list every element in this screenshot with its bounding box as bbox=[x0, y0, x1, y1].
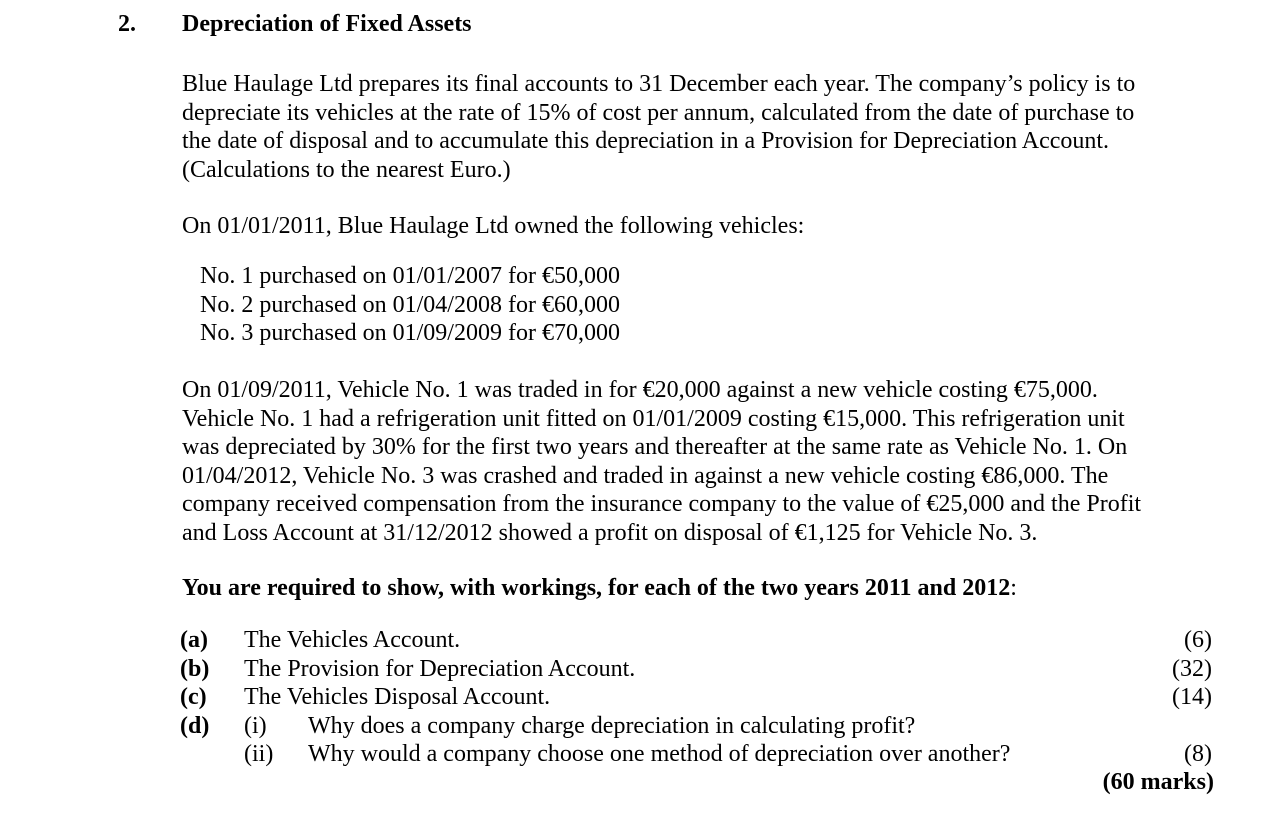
question-title: Depreciation of Fixed Assets bbox=[182, 11, 472, 37]
vehicle-item: No. 2 purchased on 01/04/2008 for €60,000 bbox=[200, 291, 620, 318]
part-c bbox=[180, 683, 1216, 712]
total-marks: (60 marks) bbox=[1102, 769, 1214, 795]
part-c-label: (c) bbox=[180, 684, 207, 710]
part-a bbox=[180, 626, 1216, 655]
vehicle-list bbox=[200, 262, 620, 348]
events-line: On 01/09/2011, Vehicle No. 1 was traded in for €20,000 against a new vehicle costing €75,000. bbox=[182, 377, 1098, 403]
events-line: company received compensation from the insurance company to the value of €25,000 and the Profit bbox=[182, 491, 1142, 517]
part-c-text: The Vehicles Disposal Account. bbox=[244, 684, 551, 710]
vehicle-item: No. 3 purchased on 01/09/2009 for €70,000 bbox=[200, 320, 620, 346]
question-number: 2. bbox=[118, 11, 136, 37]
events-line: Vehicle No. 1 had a refrigeration unit fitted on 01/01/2009 costing €15,000. This refrigeration unit bbox=[182, 405, 1125, 432]
requirement-colon: : bbox=[1010, 575, 1017, 601]
part-b-marks: (32) bbox=[1172, 655, 1212, 682]
part-b-label: (b) bbox=[180, 655, 210, 682]
part-d-ii-text: Why would a company choose one method of depreciation over another? bbox=[308, 741, 1011, 767]
intro-line: depreciate its vehicles at the rate of 15% of cost per annum, calculated from the date of purchase to bbox=[182, 99, 1135, 126]
intro-paragraph bbox=[182, 70, 1135, 184]
part-d-ii bbox=[180, 740, 1216, 769]
events-line: was depreciated by 30% for the first two years and thereafter at the same rate as Vehicle No. 1. On bbox=[182, 434, 1128, 460]
owned-vehicles-intro bbox=[182, 212, 804, 241]
part-c-marks: (14) bbox=[1172, 684, 1212, 710]
vehicle-item: No. 1 purchased on 01/01/2007 for €50,000 bbox=[200, 263, 620, 289]
intro-line: (Calculations to the nearest Euro.) bbox=[182, 156, 511, 183]
intro-line: Blue Haulage Ltd prepares its final accounts to 31 December each year. The company’s policy is to bbox=[182, 71, 1136, 97]
part-d-marks: (8) bbox=[1184, 741, 1212, 767]
part-a-marks: (6) bbox=[1184, 627, 1212, 653]
part-a-label: (a) bbox=[180, 627, 208, 653]
part-a-text: The Vehicles Account. bbox=[244, 627, 461, 653]
part-d-i-text: Why does a company charge depreciation in calculating profit? bbox=[308, 712, 916, 739]
parts-list bbox=[180, 626, 1216, 769]
owned-intro-text: On 01/01/2011, Blue Haulage Ltd owned the following vehicles: bbox=[182, 213, 805, 239]
intro-line: the date of disposal and to accumulate this depreciation in a Provision for Depreciation Account. bbox=[182, 128, 1110, 154]
part-b-text: The Provision for Depreciation Account. bbox=[244, 655, 636, 682]
part-d-ii-label: (ii) bbox=[244, 741, 274, 767]
part-d-label: (d) bbox=[180, 712, 210, 739]
events-line: 01/04/2012, Vehicle No. 3 was crashed and traded in against a new vehicle costing €86,000. The bbox=[182, 462, 1109, 489]
part-d-i bbox=[180, 712, 1216, 741]
requirement-statement bbox=[182, 574, 1017, 603]
part-d-i-label: (i) bbox=[244, 712, 267, 739]
requirement-bold-text: You are required to show, with workings, for each of the two years 2011 and 2012 bbox=[182, 575, 1011, 601]
events-line: and Loss Account at 31/12/2012 showed a profit on disposal of €1,125 for Vehicle No. 3. bbox=[182, 519, 1038, 546]
part-b bbox=[180, 655, 1216, 684]
events-paragraph bbox=[182, 376, 1141, 547]
